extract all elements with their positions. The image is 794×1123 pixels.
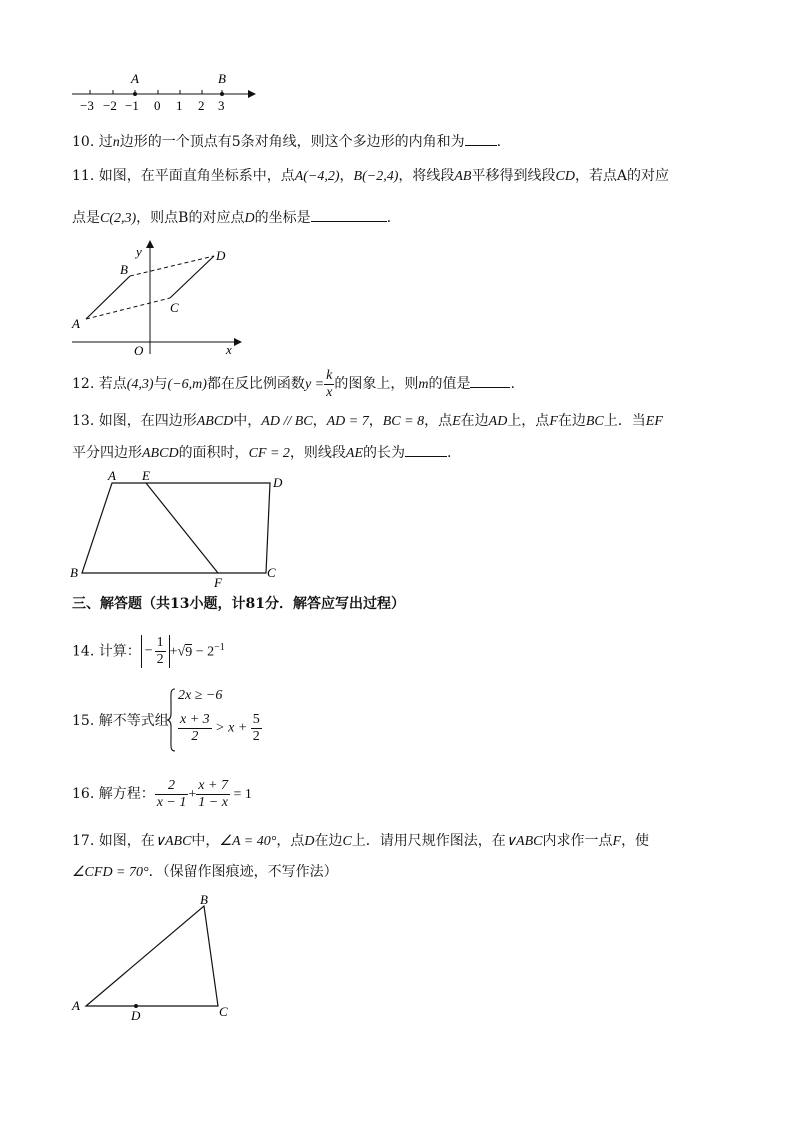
segment-ef	[146, 483, 218, 573]
y-axis-label: y	[136, 244, 142, 259]
origin-label: O	[134, 343, 144, 358]
point-a-label: A	[108, 468, 116, 483]
inequality-1: 2x ≥ −6	[178, 688, 223, 703]
triangle-abc	[86, 906, 218, 1006]
dashed-line-bd	[130, 256, 214, 276]
point-d-label: D	[131, 1008, 141, 1023]
tick-label: 3	[218, 98, 225, 113]
y-axis-arrow	[146, 240, 154, 248]
fraction-k-over-x: $\frac{k}{x}$	[326, 367, 333, 400]
point-a-label: A	[72, 316, 80, 331]
inequality-2: $\frac{x + 3}{2}$ > x + $\frac{5}{2}$	[180, 712, 260, 744]
question-11-line-1: 11. 如图，在平面直角坐标系中，点A(−4,2)，B(−2,4)，将线段AB平移得到线段CD，若点A的对应	[72, 168, 670, 184]
point-f-label: F	[214, 575, 222, 589]
tick-label: 2	[198, 98, 205, 113]
fraction-2: $\frac{x + 7}{1 - x}$	[198, 777, 228, 810]
answer-blank[interactable]	[311, 207, 387, 222]
q13-quadrilateral-figure	[66, 465, 292, 589]
x-axis-arrow	[234, 338, 242, 346]
q17-triangle-figure	[66, 892, 246, 1024]
tick-label: −1	[125, 98, 139, 113]
point-b-dot	[220, 92, 224, 96]
point-c-label: C	[219, 1004, 228, 1019]
left-brace	[166, 688, 176, 752]
answer-blank[interactable]	[465, 131, 497, 146]
question-13-line-2: 平分四边形ABCD的面积时，CF = 2，则线段AE的长为 .	[72, 442, 451, 464]
question-13-line-1: 13. 如图，在四边形ABCD中，AD // BC，AD = 7，BC = 8，点E在边AD上，点F在边BC上．当EF	[72, 413, 663, 429]
tick-label: 0	[154, 98, 161, 113]
point-e-label: E	[142, 468, 150, 483]
absolute-value-expression: − $\frac{1}{2}$	[141, 635, 170, 668]
point-a-dot	[133, 92, 137, 96]
point-a-label: A	[72, 998, 80, 1013]
question-17-line-2: ∠CFD = 70°．（保留作图痕迹，不写作法）	[72, 864, 338, 880]
question-12: 12. 若点(4,3)与(−6,m)都在反比例函数y = $\frac{k}{x}$ 的图象上，则m的值是 .	[72, 367, 515, 400]
tick-label: −2	[103, 98, 117, 113]
fraction-1: $\frac{2}{x - 1}$	[156, 777, 187, 810]
number-line-arrow	[248, 90, 256, 98]
point-b-label: B	[200, 892, 208, 907]
question-14: 14. 计算： − $\frac{1}{2}$ $+√9 - 2^{-1}$	[72, 635, 225, 668]
question-16: 16. 解方程： $\frac{2}{x - 1}$ + $\frac{x + 7}{1 - x}$ = 1	[72, 777, 252, 810]
point-c-label: C	[170, 300, 179, 315]
point-a-label: A	[131, 71, 139, 86]
point-b-label: B	[70, 565, 78, 580]
question-15-prefix: 15. 解不等式组	[72, 713, 169, 729]
point-b-label: B	[120, 262, 128, 277]
question-11-line-2: 点是C(2,3)，则点B的对应点D的坐标是 .	[72, 207, 391, 229]
point-d-label: D	[216, 248, 226, 263]
q11-coordinate-figure	[66, 236, 246, 360]
point-d-label: D	[273, 475, 283, 490]
question-17-line-1: 17. 如图，在∨ABC中，∠A = 40°，点D在边C上．请用尺规作图法，在∨ABC内求作一点F，使	[72, 833, 650, 849]
point-b-label: B	[218, 71, 226, 86]
tick-label: 1	[176, 98, 183, 113]
section-3-heading: 三、解答题（共13小题，计81分．解答应写出过程）	[72, 596, 405, 612]
segment-ab	[86, 276, 130, 319]
tick-label: −3	[80, 98, 94, 113]
point-c-label: C	[267, 565, 276, 580]
question-10: 10. 过n边形的一个顶点有5条对角线，则这个多边形的内角和为 .	[72, 131, 501, 153]
x-axis-label: x	[226, 342, 232, 357]
number-line-figure	[68, 68, 258, 114]
quadrilateral-abcd	[82, 483, 270, 573]
answer-blank[interactable]	[470, 373, 510, 388]
answer-blank[interactable]	[405, 442, 447, 457]
segment-cd	[170, 256, 214, 298]
dashed-line-ac	[86, 298, 170, 319]
